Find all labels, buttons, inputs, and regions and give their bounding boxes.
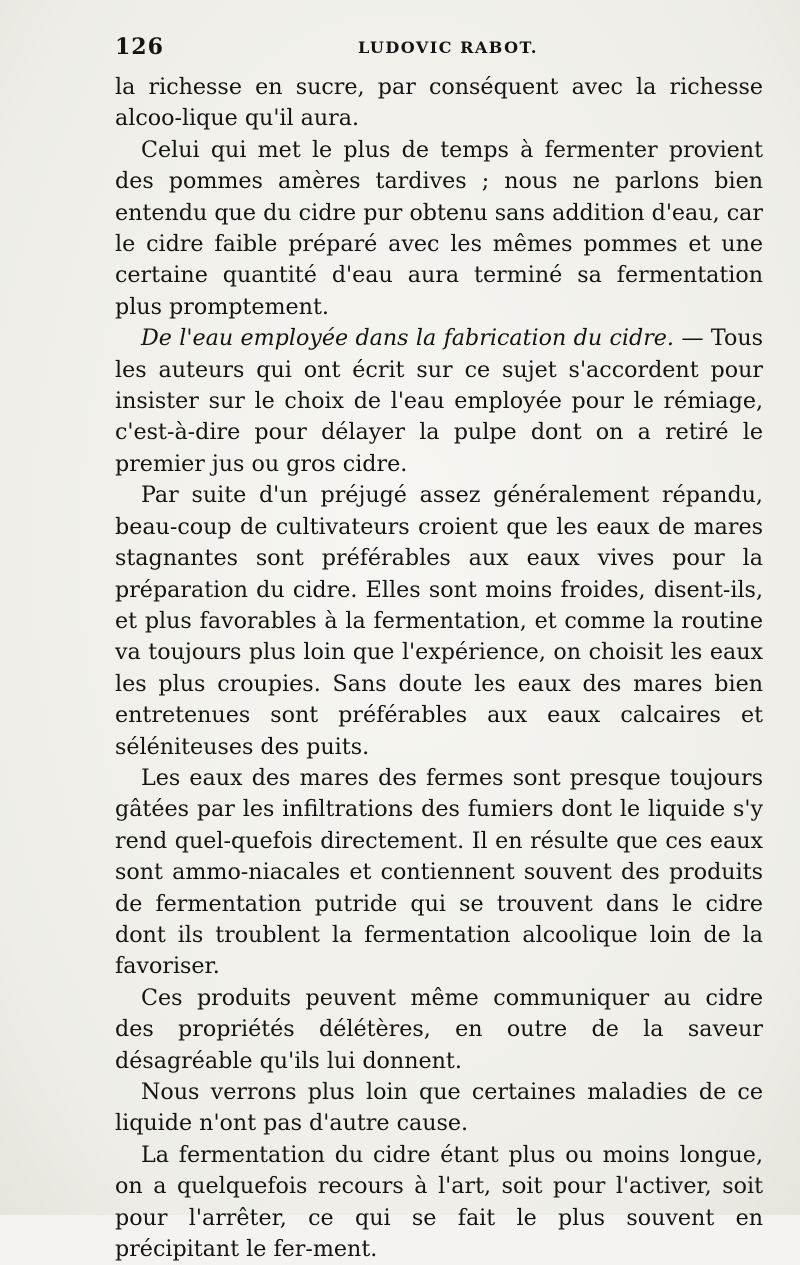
paragraph-6: Ces produits peuvent même communiquer au cidre des propriétés délétères, en outre de la saveur désagréable qu'ils lui donnent. [115,984,763,1074]
paragraph-8: La fermentation du cidre étant plus ou moins longue, on a quelquefois recours à l'art, soit pour l'activer, soit pour l'arrêter, ce qui se fait le plus souvent en précipitant le fer-ment. [115,1141,763,1263]
paragraph-5: Les eaux des mares des fermes sont presque toujours gâtées par les infiltrations des fumiers dont le liquide s'y rend quel-quefois directement. Il en résulte que ces eaux sont ammo-niacales et contiennent souvent des produits de fermentation putride qui se trouvent dans le cidre dont ils troublent la fermentation alcoolique loin de la favoriser. [115,764,763,980]
page-number: 126 [115,34,164,60]
body-text [115,72,763,1265]
running-head: LUDOVIC RABOT. [358,38,538,57]
page-header [115,30,763,66]
paragraph-1: la richesse en sucre, par conséquent avec la richesse alcoo-lique qu'il aura. [115,74,763,132]
paragraph-3-text: — Tous les auteurs qui ont écrit sur ce sujet s'accordent pour insister sur le choix de l'eau employée pour le rémiage, c'est-à-dire pour délayer la pulpe dont on a retiré le premier jus ou gros cidre. [115,325,763,477]
section-title: De l'eau employée dans la fabrication du cidre. [141,325,674,352]
paragraph-3 [115,323,763,480]
paragraph-7: Nous verrons plus loin que certaines maladies de ce liquide n'ont pas d'autre cause. [115,1079,763,1137]
paragraph-2: Celui qui met le plus de temps à fermenter provient des pommes amères tardives ; nous ne parlons bien entendu que du cidre pur obtenu sans addition d'eau, car le cidre faible préparé avec les mêmes pommes et une certaine quantité d'eau aura terminé sa fermentation plus promptement. [115,136,763,320]
paragraph-4: Par suite d'un préjugé assez généralement répandu, beau-coup de cultivateurs croient que les eaux de mares stagnantes sont préférables aux eaux vives pour la préparation du cidre. Elles sont moins froides, disent-ils, et plus favorables à la fermentation, et comme la routine va toujours plus loin que l'expérience, on choisit les eaux les plus croupies. Sans doute les eaux des mares bien entretenues sont préférables aux eaux calcaires et séléniteuses des puits. [115,482,763,760]
